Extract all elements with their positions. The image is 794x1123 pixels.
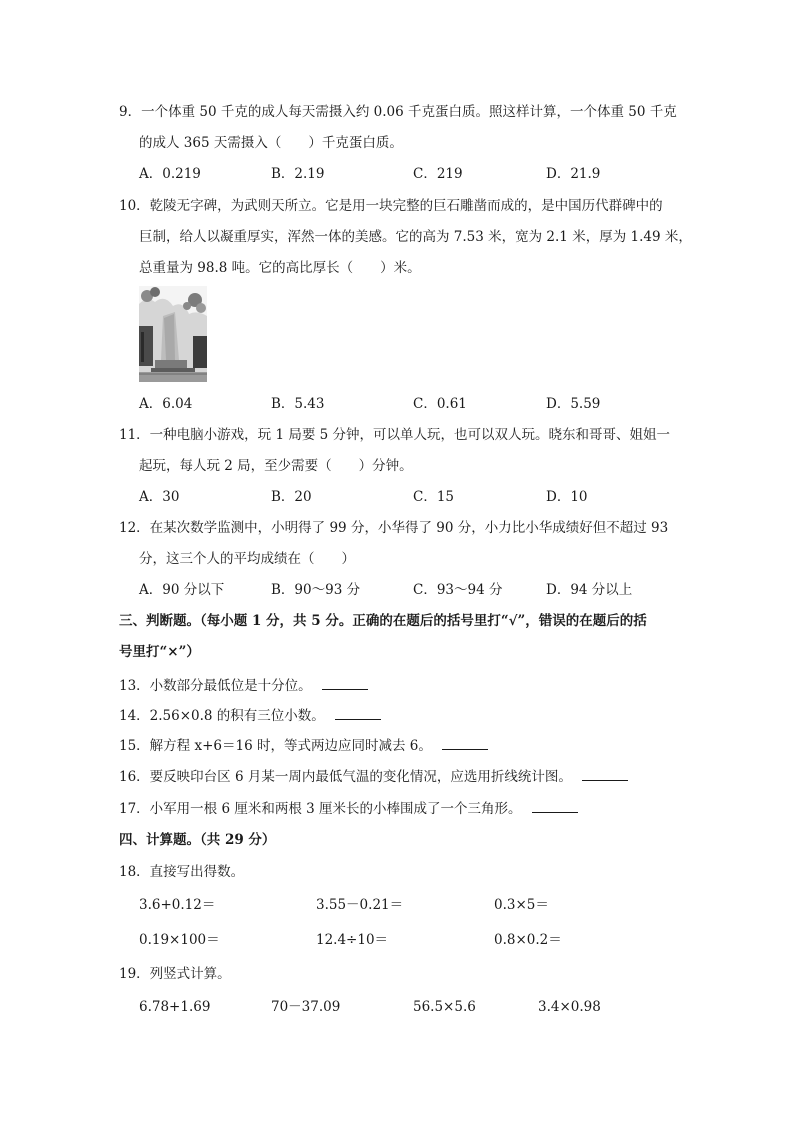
q14-answer-blank[interactable]: [335, 707, 381, 720]
section3-heading-line2: 号里打“×”）: [119, 644, 200, 660]
q13-text: 13．小数部分最低位是十分位。: [119, 678, 312, 694]
q18-item-6: 0.8×0.2＝: [494, 932, 562, 948]
q13-answer-blank[interactable]: [322, 677, 368, 690]
q9-line2: 的成人 365 天需摄入（ ）千克蛋白质。: [139, 135, 403, 151]
q18-item-5: 12.4÷10＝: [316, 932, 389, 948]
q11-line1: 11．一种电脑小游戏，玩 1 局要 5 分钟，可以单人玩，也可以双人玩。晓东和哥哥、姐姐一: [119, 427, 671, 443]
q16-answer-blank[interactable]: [582, 768, 628, 781]
q15-answer-blank[interactable]: [442, 737, 488, 750]
q14: [119, 707, 381, 725]
q19-item-2: 70－37.09: [271, 999, 341, 1015]
q19-title: 19．列竖式计算。: [119, 966, 231, 982]
section4-heading: 四、计算题。（共 29 分）: [119, 832, 276, 848]
q19-item-1: 6.78+1.69: [139, 999, 211, 1015]
q9-option-b: B．2.19: [271, 166, 325, 182]
q10-option-a: A．6.04: [139, 396, 193, 412]
q10-line1: 10．乾陵无字碑，为武则天所立。它是用一块完整的巨石雕凿而成的，是中国历代群碑中的: [119, 198, 663, 214]
q9-option-c: C．219: [413, 166, 463, 182]
q16-text: 16．要反映印台区 6 月某一周内最低气温的变化情况，应选用折线统计图。: [119, 769, 572, 785]
q15: [119, 737, 488, 755]
q10-option-c: C．0.61: [413, 396, 467, 412]
q11-option-b: B．20: [271, 489, 312, 505]
q12-option-b: B．90～93 分: [271, 582, 361, 598]
q18-item-2: 3.55－0.21＝: [316, 897, 404, 913]
q12-line2: 分，这三个人的平均成绩在（ ）: [139, 551, 355, 567]
q17: [119, 800, 578, 818]
q11-option-d: D．10: [546, 489, 588, 505]
q11-line2: 起玩，每人玩 2 局，至少需要（ ）分钟。: [139, 458, 413, 474]
q10-line3: 总重量为 98.8 吨。它的高比厚长（ ）米。: [139, 260, 421, 276]
q18-item-1: 3.6+0.12＝: [139, 897, 216, 913]
section3-heading-line1: 三、判断题。（每小题 1 分，共 5 分。正确的在题后的括号里打“√”，错误的在题后的括: [119, 613, 647, 629]
q10-option-d: D．5.59: [546, 396, 601, 412]
q18-item-3: 0.3×5＝: [494, 897, 549, 913]
q15-text: 15．解方程 x+6＝16 时，等式两边应同时减去 6。: [119, 738, 432, 754]
q12-option-c: C．93～94 分: [413, 582, 503, 598]
q12-option-d: D．94 分以上: [546, 582, 633, 598]
q9-line1: 9．一个体重 50 千克的成人每天需摄入约 0.06 千克蛋白质。照这样计算，一个体重 50 千克: [119, 104, 677, 120]
q14-text: 14．2.56×0.8 的积有三位小数。: [119, 708, 325, 724]
q9-option-a: A．0.219: [139, 166, 201, 182]
q11-option-c: C．15: [413, 489, 455, 505]
q12-line1: 12．在某次数学监测中，小明得了 99 分，小华得了 90 分，小力比小华成绩好但不超过 93: [119, 520, 669, 536]
q19-item-3: 56.5×5.6: [413, 999, 476, 1015]
q18-title: 18．直接写出得数。: [119, 864, 245, 880]
q13: [119, 677, 368, 695]
q11-option-a: A．30: [139, 489, 180, 505]
q17-answer-blank[interactable]: [532, 800, 578, 813]
q12-option-a: A．90 分以下: [139, 582, 225, 598]
q16: [119, 768, 628, 786]
q17-text: 17．小军用一根 6 厘米和两根 3 厘米长的小棒围成了一个三角形。: [119, 801, 522, 817]
stele-photo: [139, 286, 207, 382]
q9-option-d: D．21.9: [546, 166, 601, 182]
q18-item-4: 0.19×100＝: [139, 932, 220, 948]
q10-option-b: B．5.43: [271, 396, 325, 412]
q10-line2: 巨制，给人以凝重厚实，浑然一体的美感。它的高为 7.53 米，宽为 2.1 米，厚为 1.49 米，: [139, 229, 692, 245]
q19-item-4: 3.4×0.98: [538, 999, 601, 1015]
